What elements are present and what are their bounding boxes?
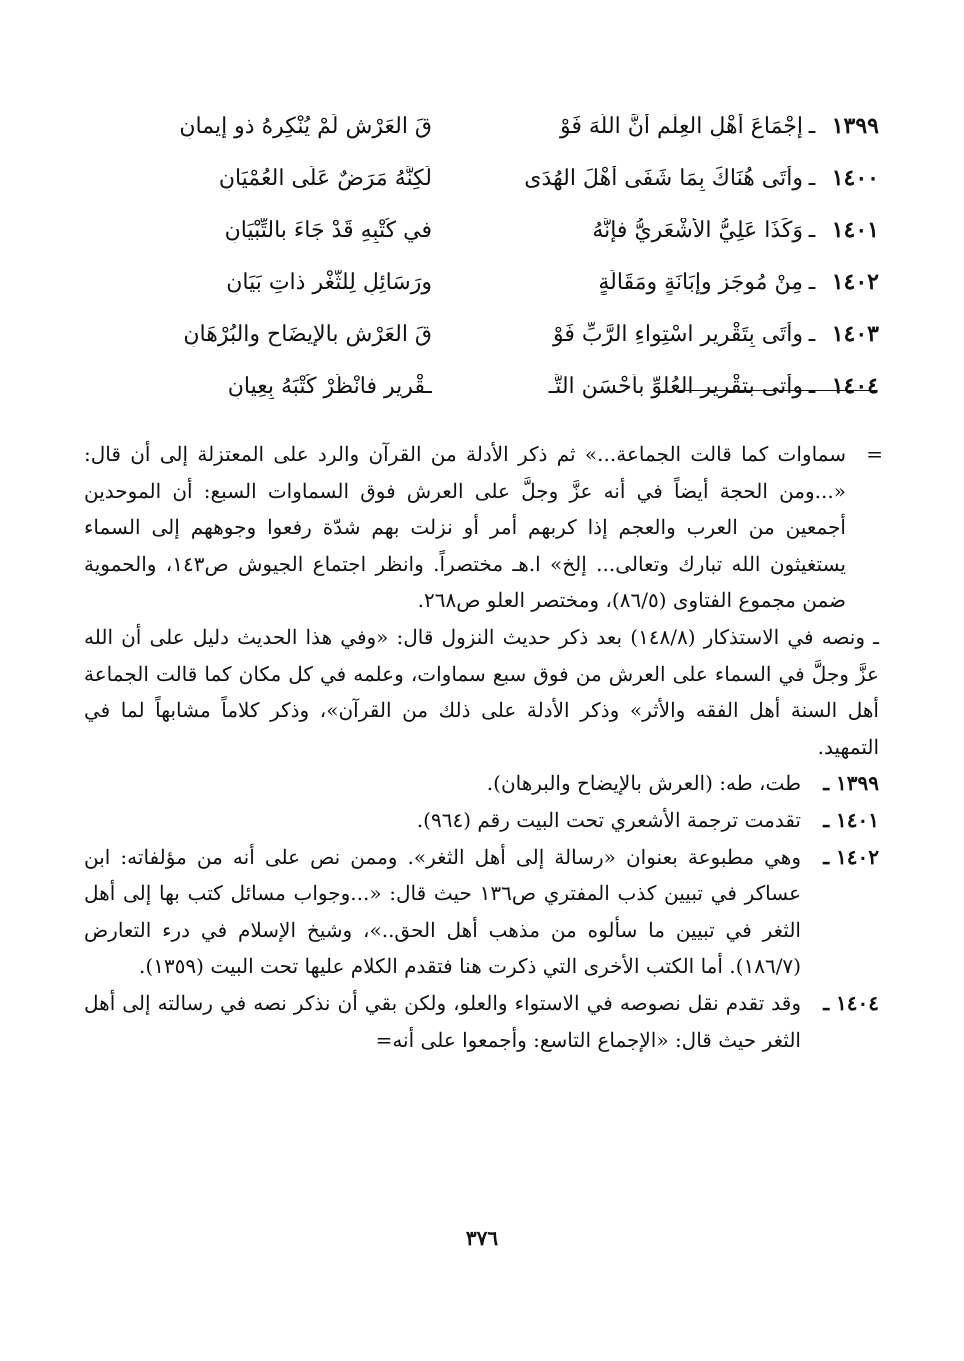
verse-dash: ـ — [808, 165, 816, 191]
verse-first-hemistich: وأَتَى هُنَاكَ بِمَا شَفَى أَهْلَ الهُدَى — [524, 165, 803, 191]
verse-dash: ـ — [808, 269, 816, 295]
verse-first-hemistich: مِنْ مُوجَزٍ وإبَانَةٍ ومَقَالَةٍ — [598, 269, 803, 295]
footnote-item — [84, 985, 879, 1058]
verse-second-hemistich: ورَسَائِلٍ لِلثَّغْرِ ذاتِ بَيَانِ — [226, 269, 432, 295]
verse-first-hemistich: وأتى بتقْرِيرِ العُلوِّ بأحْسَنِ التَّـ — [548, 373, 803, 399]
verse-number: ١٤٠٤ — [831, 373, 879, 399]
verse-line — [84, 308, 879, 360]
footnote-item — [84, 839, 879, 985]
footnote-text: وقد تقدم نقل نصوصه في الاستواء والعلو، ولكن بقي أن نذكر نصه في رسالته إلى أهل الثغر حيث قال: «الإجماع التاسع: وأجمعوا على أنه= — [84, 990, 801, 1052]
verse-second-hemistich: قَ العَرْشِ لَمْ يُنْكِرهُ ذو إيمانِ — [179, 113, 432, 139]
verse-line — [84, 360, 879, 412]
verse-number: ١٤٠١ — [831, 217, 879, 243]
verse-dash: ـ — [808, 373, 816, 399]
verse-line — [84, 256, 879, 308]
verse-line — [84, 100, 879, 152]
footnote-text: تقدمت ترجمة الأشعري تحت البيت رقم (٩٦٤). — [416, 807, 801, 832]
verse-dash: ـ — [808, 321, 816, 347]
continuation-mark: = — [866, 442, 883, 466]
footnote-item — [84, 765, 879, 802]
verse-number: ١٤٠٢ — [831, 269, 879, 295]
footnote-number: ١٤٠٤ ـ — [823, 990, 879, 1015]
footnote-paragraph: ـ ونصه في الاستذكار (١٤٨/٨) بعد ذكر حديث النزول قال: «وفي هذا الحديث دليل على أن الله عزَّ وجلَّ في السماء على العرش من فوق سبع سماوات، وعلمه في كل مكان كما قالت الجماعة أهل السنة أهل الفقه والأثر» وذكر الأدلة على ذلك من القرآن»، وذكر كلاماً مشابهاً لما في التمهيد. — [84, 624, 880, 759]
verse-number: ١٤٠٣ — [831, 321, 879, 347]
poem-verses — [84, 100, 879, 412]
verse-line — [84, 152, 879, 204]
verse-line — [84, 204, 879, 256]
verse-number: ١٤٠٠ — [831, 165, 879, 191]
footnote-number: ١٣٩٩ ـ — [823, 771, 879, 796]
page-number: ٣٧٦ — [465, 1226, 499, 1250]
verse-first-hemistich: إجْمَاعَ أَهْلِ العِلْمِ أنَّ اللَّهَ فَوْ — [560, 113, 803, 139]
footnote-item — [84, 802, 879, 839]
verse-number: ١٣٩٩ — [831, 113, 879, 139]
verse-second-hemistich: لَكِنَّهُ مَرَضٌ عَلَى العُمْيَانِ — [218, 165, 432, 191]
footnote-paragraph: سماوات كما قالت الجماعة...» ثم ذكر الأدلة من القرآن والرد على المعتزلة إلى أن قال: «...ومن الحجة أيضاً في أنه عزَّ وجلَّ على العرش فوق السماوات السبع: أن الموحدين أجمعين من العرب والعجم إذا كربهم أمر أو نزلت بهم شدّة رفعوا وجوههم إلى السماء يستغيثون الله تبارك وتعالى... إلخ» ا.هـ مختصراً. وانظر اجتماع الجيوش ص١٤٣، والحموية ضمن مجموع الفتاوى (٨٦/٥)، ومختصر العلو ص٢٦٨. — [84, 442, 847, 613]
footnote-text: وهي مطبوعة بعنوان «رسالة إلى أهل الثغر». وممن نص على أنه من مؤلفاته: ابن عساكر في تبيين كذب المفتري ص١٣٦ حيث قال: «...وجواب مسائل كتب بها إلى أهل الثغر في تبيين ما سألوه من مذهب أهل الحق..»، وشيخ الإسلام في درء التعارض (١٨٦/٧). أما الكتب الأخرى التي ذكرت هنا فتقدم الكلام عليها تحت البيت (١٣٥٩). — [84, 844, 801, 979]
footnote-separator — [678, 390, 876, 391]
verse-second-hemistich: قَ العَرْشِ بالإيضَاحِ والبُرْهَانِ — [183, 321, 432, 347]
footnote-number: ١٤٠١ ـ — [823, 807, 879, 832]
verse-second-hemistich: في كُتْبِهِ قَدْ جَاءَ بالتِّبْيَانِ — [224, 217, 432, 243]
verse-second-hemistich: ـقْرِيرِ فانْظُرْ كُتْبَهُ بِعِيانِ — [227, 373, 432, 399]
verse-dash: ـ — [808, 217, 816, 243]
footnote-text: طت، طه: (العرش بالإيضاح والبرهان). — [486, 771, 801, 796]
verse-first-hemistich: وأتَى بِتَقْرِيرِ اسْتِواءِ الرَّبِّ فَوْ — [552, 321, 803, 347]
verse-dash: ـ — [808, 113, 816, 139]
footnote-number: ١٤٠٢ ـ — [823, 844, 879, 869]
footnotes-section — [84, 436, 883, 1058]
verse-first-hemistich: وَكَذَا عَلِيُّ الأَشْعَرِيُّ فإنَّهُ — [592, 217, 803, 243]
